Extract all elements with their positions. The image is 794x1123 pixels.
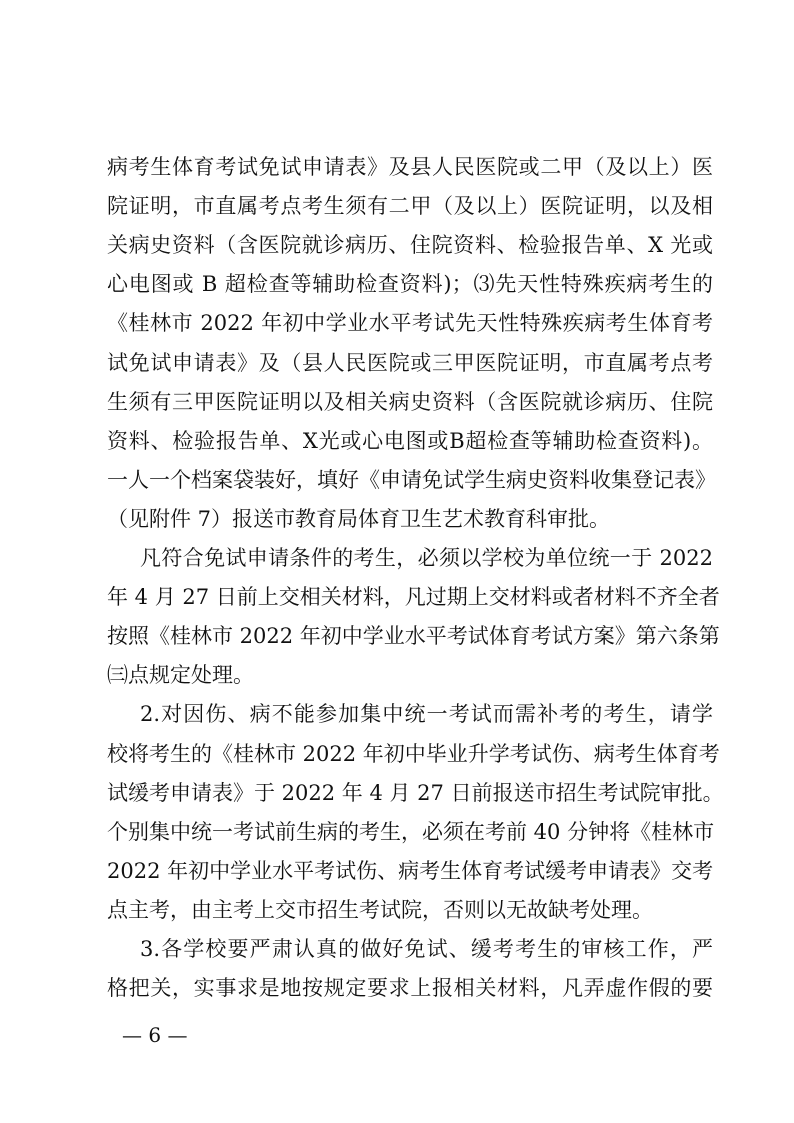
body-text-line: 2022 年初中学业水平考试伤、病考生体育考试缓考申请表》交考 [107,858,714,883]
body-text-line: 心电图或 B 超检查等辅助检查资料)；⑶先天性特殊疾病考生的 [107,272,713,297]
body-text-line: 生须有三甲医院证明以及相关病史资料（含医院就诊病历、住院 [107,389,713,414]
body-text-line: 关病史资料（含医院就诊病历、住院资料、检验报告单、X 光或 [107,233,713,258]
body-text-line: ㈢点规定处理。 [107,663,254,688]
body-text-line: （见附件 7）报送市教育局体育卫生艺术教育科审批。 [107,506,611,531]
body-text-line: 3.各学校要严肃认真的做好免试、缓考考生的审核工作，严 [140,937,713,961]
page-number: — 6 — [122,1023,188,1047]
body-text-line: 凡符合免试申请条件的考生，必须以学校为单位统一于 2022 [140,546,713,570]
body-text-line: 2.对因伤、病不能参加集中统一考试而需补考的考生，请学 [140,702,713,727]
body-text-line: 病考生体育考试免试申请表》及县人民医院或二甲（及以上）医 [107,155,713,179]
body-text-line: 点主考，由主考上交市招生考试院，否则以无故缺考处理。 [107,897,653,922]
body-text-line: 年 4 月 27 日前上交相关材料，凡过期上交材料或者材料不齐全者 [107,585,720,610]
body-text-line: 个别集中统一考试前生病的考生，必须在考前 40 分钟将《桂林市 [107,819,715,844]
body-text-line: 院证明，市直属考点考生须有二甲（及以上）医院证明，以及相 [107,194,713,219]
body-text-line: 按照《桂林市 2022 年初中学业水平考试体育考试方案》第六条第 [107,624,720,649]
body-text-line: 试缓考申请表》于 2022 年 4 月 27 日前报送市招生考试院审批。 [107,780,724,805]
body-text-line: 《桂林市 2022 年初中学业水平考试先天性特殊疾病考生体育考 [107,311,713,336]
body-text-line: 试免试申请表》及（县人民医院或三甲医院证明，市直属考点考 [107,350,713,375]
body-text-line: 资料、检验报告单、X光或心电图或B超检查等辅助检查资料)。 [107,428,713,453]
body-text-line: 校将考生的《桂林市 2022 年初中毕业升学考试伤、病考生体育考 [107,741,720,766]
body-text-line: 格把关，实事求是地按规定要求上报相关材料，凡弄虚作假的要 [107,976,713,1001]
body-text-line: 一人一个档案袋装好，填好《申请免试学生病史资料收集登记表》 [107,467,716,492]
